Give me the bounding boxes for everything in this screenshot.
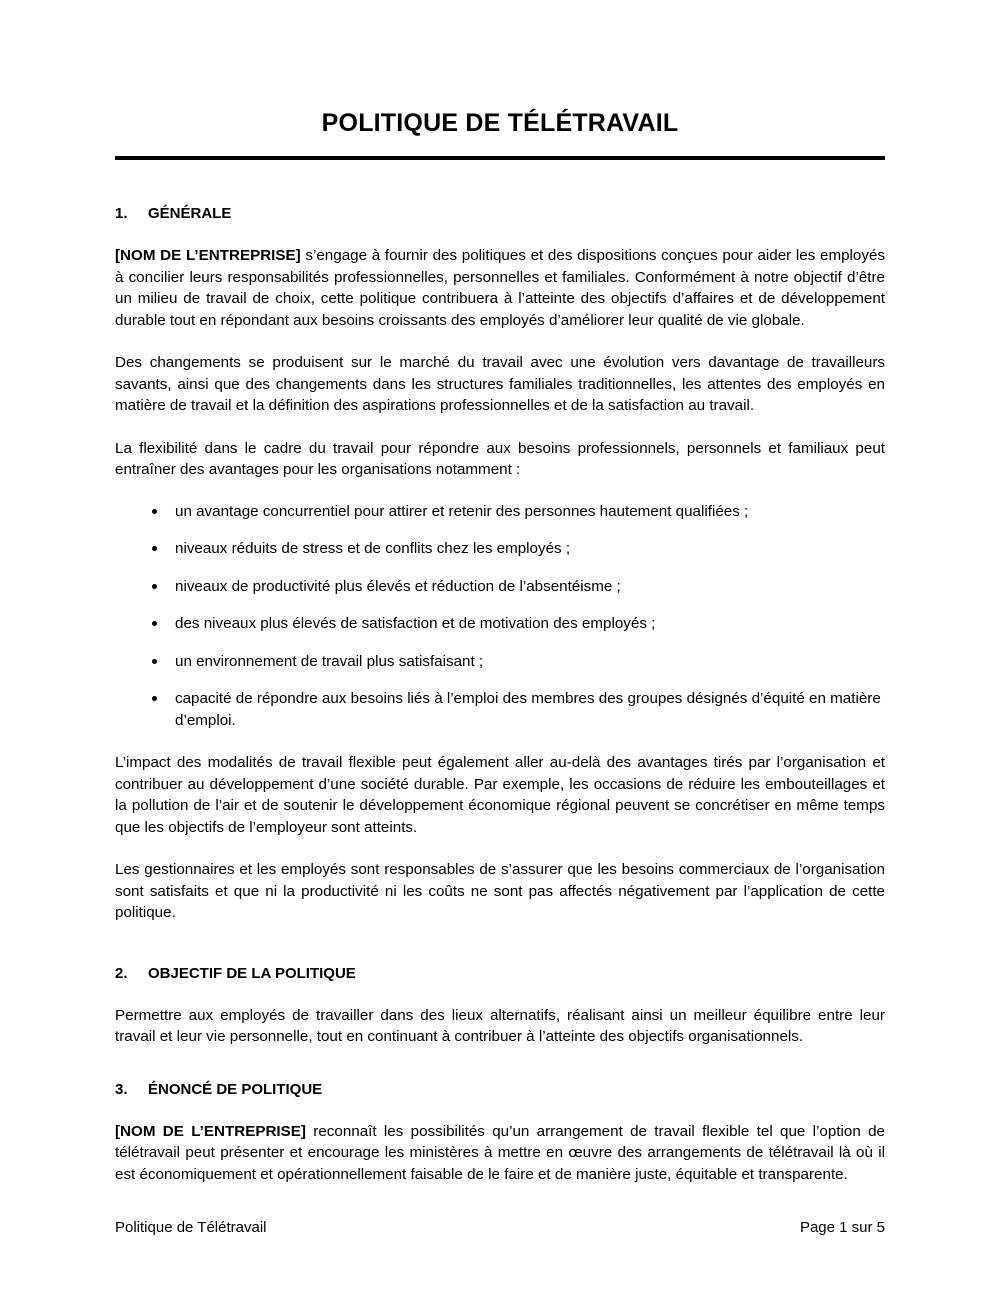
list-item-label: capacité de répondre aux besoins liés à l’emploi des membres des groupes désignés d’équité en matière d’emploi. (175, 690, 881, 729)
section-heading-generale (115, 204, 885, 224)
benefits-list (115, 501, 885, 732)
section-label: OBJECTIF DE LA POLITIQUE (148, 964, 356, 982)
list-item (115, 576, 885, 598)
paragraph-company-commitment (115, 245, 885, 331)
bullet-icon (152, 546, 157, 551)
section-number: 2. (115, 964, 128, 982)
list-item-label: un avantage concurrentiel pour attirer et retenir des personnes hautement qualifiées ; (175, 502, 749, 520)
paragraph-labour-market-changes: Des changements se produisent sur le marché du travail avec une évolution vers davantage de travailleurs savants, ainsi que des changements dans les structures familiales traditionnelles, les attentes des employés en matière de travail et la définition des aspirations professionnelles et de la satisfaction au travail. (115, 354, 885, 414)
paragraph-manager-responsibility: Les gestionnaires et les employés sont responsables de s’assurer que les besoins commerciaux de l’organisation sont satisfaits et que ni la productivité ni les coûts ne sont pas affectés négativement par l’application de cette politique. (115, 861, 885, 921)
company-name-placeholder: [NOM DE L’ENTREPRISE] (115, 1122, 306, 1140)
list-item (115, 613, 885, 635)
title-divider (115, 156, 885, 160)
page-title: POLITIQUE DE TÉLÉTRAVAIL (321, 109, 679, 137)
bullet-icon (152, 584, 157, 589)
paragraph-text: s’engage à fournir des politiques et des dispositions conçues pour aider les employés à concilier leurs responsabilités professionnelles, personnelles et familiales. Conformément à notre objectif d’être un milieu de travail de choix, cette politique contribuera à l’atteinte des objectifs d’affaires et de développement durable tout en répondant aux besoins croissants des employés d’améliorer leur qualité de vie globale. (115, 247, 886, 329)
list-item (115, 651, 885, 673)
section-number: 3. (115, 1080, 128, 1098)
footer-document-name: Politique de Télétravail (115, 1219, 267, 1236)
bullet-icon (152, 509, 157, 514)
list-item (115, 538, 885, 560)
section-heading-objectif (115, 964, 885, 984)
paragraph-flexibility-intro: La flexibilité dans le cadre du travail pour répondre aux besoins professionnels, personnels et familiaux peut entraîner des avantages pour les organisations notamment : (115, 439, 885, 478)
list-item-label: niveaux réduits de stress et de conflits chez les employés ; (175, 540, 571, 557)
list-item (115, 688, 885, 731)
list-item-label: des niveaux plus élevés de satisfaction et de motivation des employés ; (175, 615, 656, 632)
document-content (115, 0, 885, 1185)
footer-page-number: Page 1 sur 5 (799, 1219, 885, 1236)
paragraph-flexible-work-impact: L’impact des modalités de travail flexible peut également aller au-delà des avantages tirés par l’organisation et contribuer au développement d’une société durable. Par exemple, les occasions de réduire les embouteillages et la pollution de l’air et de soutenir le développement économique régional peuvent se concrétiser en même temps que les objectifs de l’employeur sont atteints. (115, 754, 885, 836)
list-item-label: niveaux de productivité plus élevés et réduction de l’absentéisme ; (175, 577, 621, 595)
section-label: ÉNONCÉ DE POLITIQUE (148, 1080, 323, 1098)
company-name-placeholder: [NOM DE L’ENTREPRISE] (115, 247, 301, 264)
bullet-icon (152, 621, 157, 626)
bullet-icon (152, 659, 157, 664)
section-heading-enonce (115, 1080, 885, 1100)
section-label: GÉNÉRALE (148, 205, 232, 222)
paragraph-policy-statement (115, 1121, 885, 1186)
bullet-icon (152, 696, 157, 701)
list-item-label: un environnement de travail plus satisfaisant ; (175, 652, 484, 670)
paragraph-policy-objective: Permettre aux employés de travailler dans des lieux alternatifs, réalisant ainsi un meilleur équilibre entre leur travail et leur vie personnelle, tout en continuant à contribuer à l’atteinte des objectifs organisationnels. (115, 1006, 885, 1045)
page-footer (115, 1218, 885, 1238)
section-number: 1. (115, 205, 128, 222)
paragraph-text: reconnaît les possibilités qu’un arrangement de travail flexible tel que l’option de télétravail peut présenter et encourage les ministères à mettre en œuvre des arrangements de télétravail là où il est économiquement et opérationnellement faisable de le faire et de manière juste, équitable et transparente. (115, 1122, 885, 1183)
list-item (115, 501, 885, 523)
